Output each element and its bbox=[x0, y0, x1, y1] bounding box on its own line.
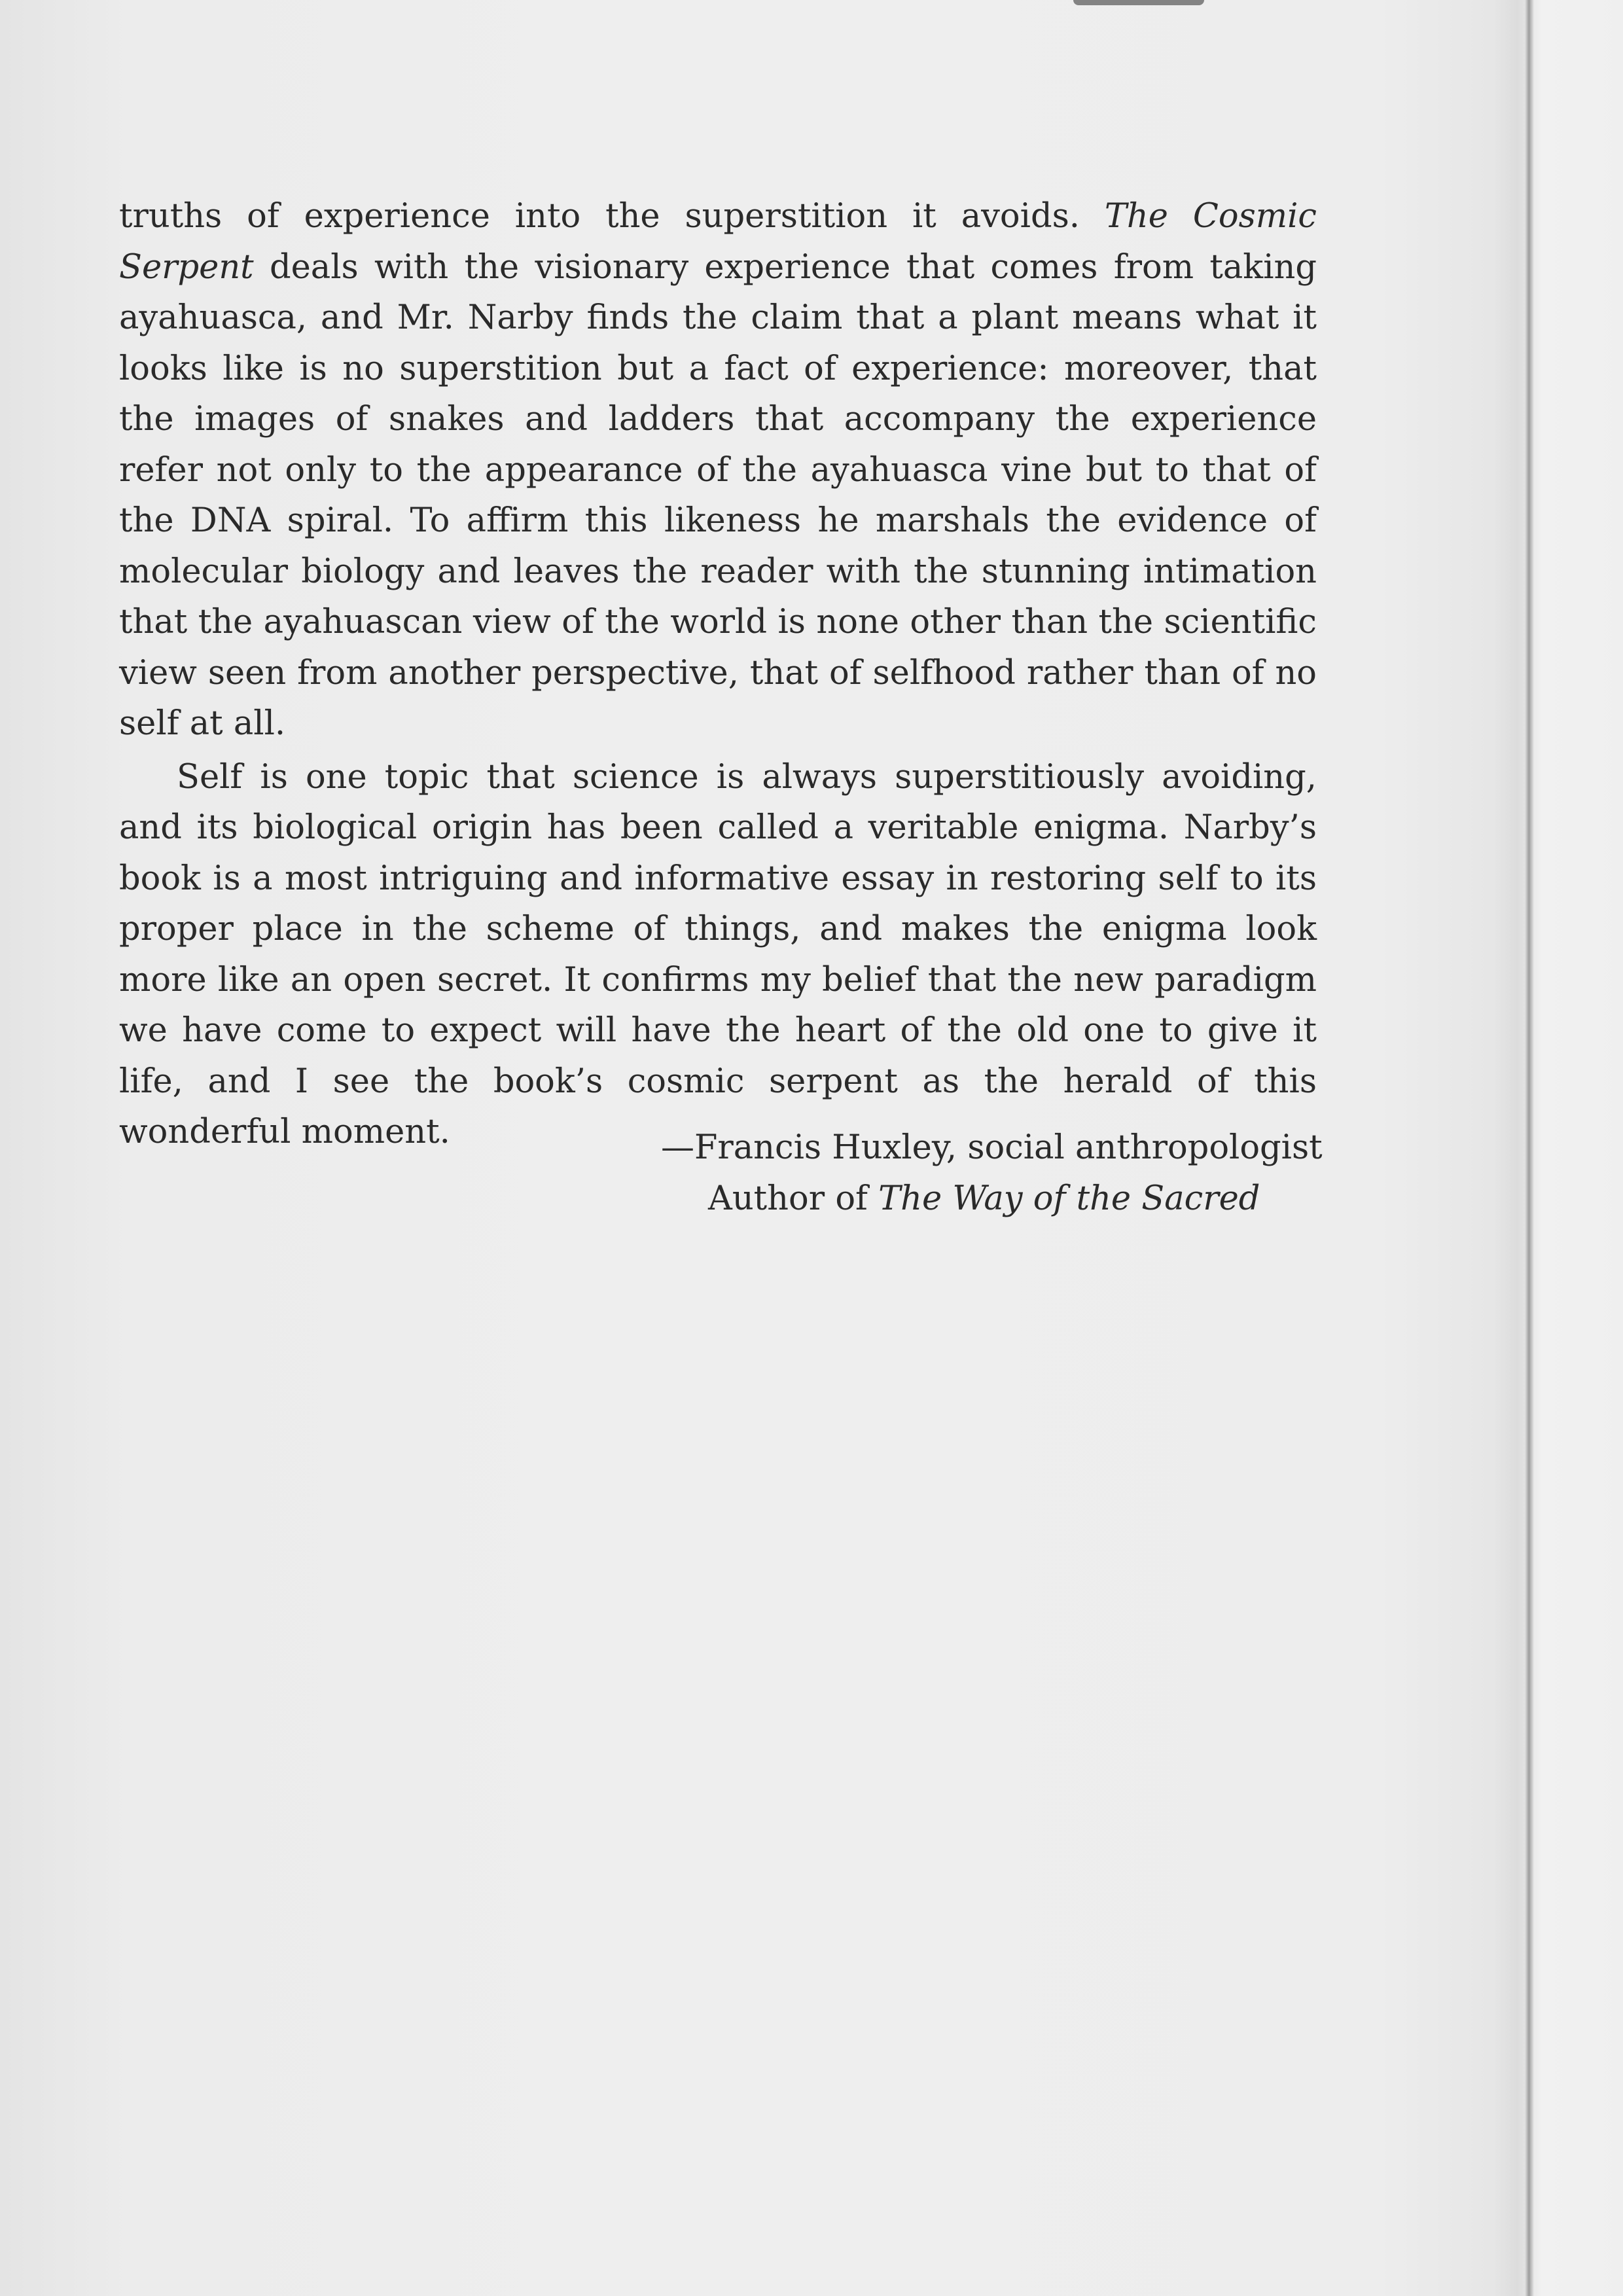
attribution-credit-prefix: Author of bbox=[708, 1179, 879, 1218]
top-edge-mark bbox=[1073, 0, 1204, 5]
attribution-author: —Francis Huxley, social anthropologist bbox=[661, 1128, 1323, 1167]
book-title-cosmic-serpent: The Cosmic Serpent bbox=[119, 197, 1317, 287]
paragraph-1 bbox=[119, 191, 1317, 749]
paragraph-2: Self is one topic that science is always superstitiously avoiding, and its biological origin has been called a veritable enigma. Narby’s book is a most intriguing and informative essay in restoring self to its proper place in the scheme of things, and makes the enigma look more like an open secret. It confirms my belief that the new paradigm we have come to expect will have the heart of the old one to give it life, and I see the book’s cosmic serpent as the herald of this wonderful moment. bbox=[119, 757, 1317, 1151]
paragraph-1-rest: deals with the visionary experience that comes from taking ayahuasca, and Mr. Narby finds the claim that a plant means what it looks like is no superstition but a fact of experience: moreover, that the images of snakes and ladders that accompany the experience refer not only to the appearance of the ayahuasca vine but to that of the DNA spiral. To affirm this likeness he marshals the evidence of molecular biology and leaves the reader with the stunning intimation that the ayahuascan view of the world is none other than the scientific view seen from another perspective, that of selfhood rather than of no self at all. bbox=[119, 247, 1317, 743]
attribution bbox=[661, 1122, 1323, 1225]
page-fold-shadow bbox=[1525, 0, 1534, 2296]
attribution-credit bbox=[661, 1174, 1323, 1225]
paragraph-1-start: truths of experience into the superstition it avoids. bbox=[119, 197, 1105, 236]
body-text bbox=[119, 191, 1317, 1158]
book-title-way-of-the-sacred: The Way of the Sacred bbox=[878, 1179, 1260, 1218]
